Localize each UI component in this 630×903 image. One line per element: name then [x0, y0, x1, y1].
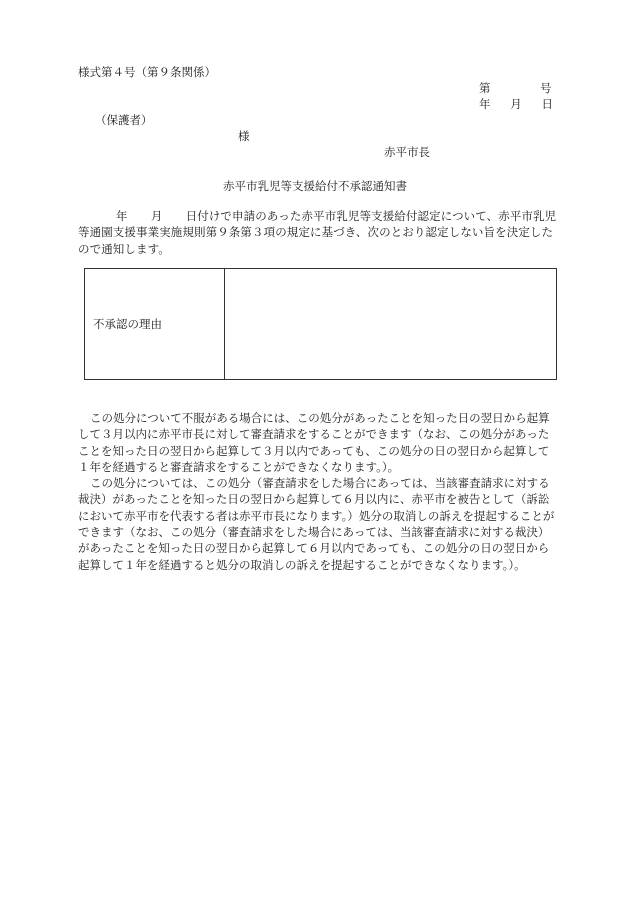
issuer-name: 赤平市長: [384, 145, 430, 159]
form-number: 様式第４号（第９条関係）: [78, 65, 216, 79]
body-text: 日付けで申請のあった赤平市乳児等支援給付認定について、赤平市乳児等通園支援事業実施規則第９条第３項の規定に基づき、次のとおり認定しない旨を決定したので通知します。: [78, 209, 557, 256]
body-year: 年: [116, 209, 128, 223]
addressee-honorific: 様: [238, 129, 250, 143]
body-month: 月: [150, 209, 163, 223]
reason-table: [84, 268, 557, 380]
appeal-notice-review: この処分について不服がある場合には、この処分があったことを知った日の翌日から起算して３月以内に赤平市長に対して審査請求をすることができます（なお、この処分があったことを知った日の翌日から起算して３月以内であっても、この処分の日の翌日から起算して１年を経過すると審査請求をすることができなくなります。）。: [78, 411, 550, 474]
reason-label: 不承認の理由: [85, 269, 225, 379]
date-year-label: 年: [479, 97, 491, 111]
issue-date: [479, 96, 553, 112]
body-paragraph: [78, 208, 558, 257]
document-number-label: 第: [479, 81, 491, 95]
reason-content: [225, 269, 556, 379]
appeal-notice-lawsuit: この処分については、この処分（審査請求をした場合にあっては、当該審査請求に対する裁決）があったことを知った日の翌日から起算して６月以内に、赤平市を被告として（訴訟において赤平市を代表する者は赤平市長になります。）処分の取消しの訴えを提起することができます（なお、この処分（審査請求をした場合にあっては、当該審査請求に対する裁決）があったことを知った日の翌日から起算して６月以内であっても、この処分の日の翌日から起算して１年を経過すると処分の取消しの訴えを提起することができなくなります。）。: [78, 476, 555, 572]
date-day-label: 日: [541, 97, 553, 111]
document-title: 赤平市乳児等支援給付不承認通知書: [223, 179, 407, 193]
document-number-suffix: 号: [540, 81, 552, 95]
guardian-label: （保護者）: [95, 113, 153, 127]
appeal-notice: [78, 410, 558, 573]
date-month-label: 月: [510, 97, 522, 111]
